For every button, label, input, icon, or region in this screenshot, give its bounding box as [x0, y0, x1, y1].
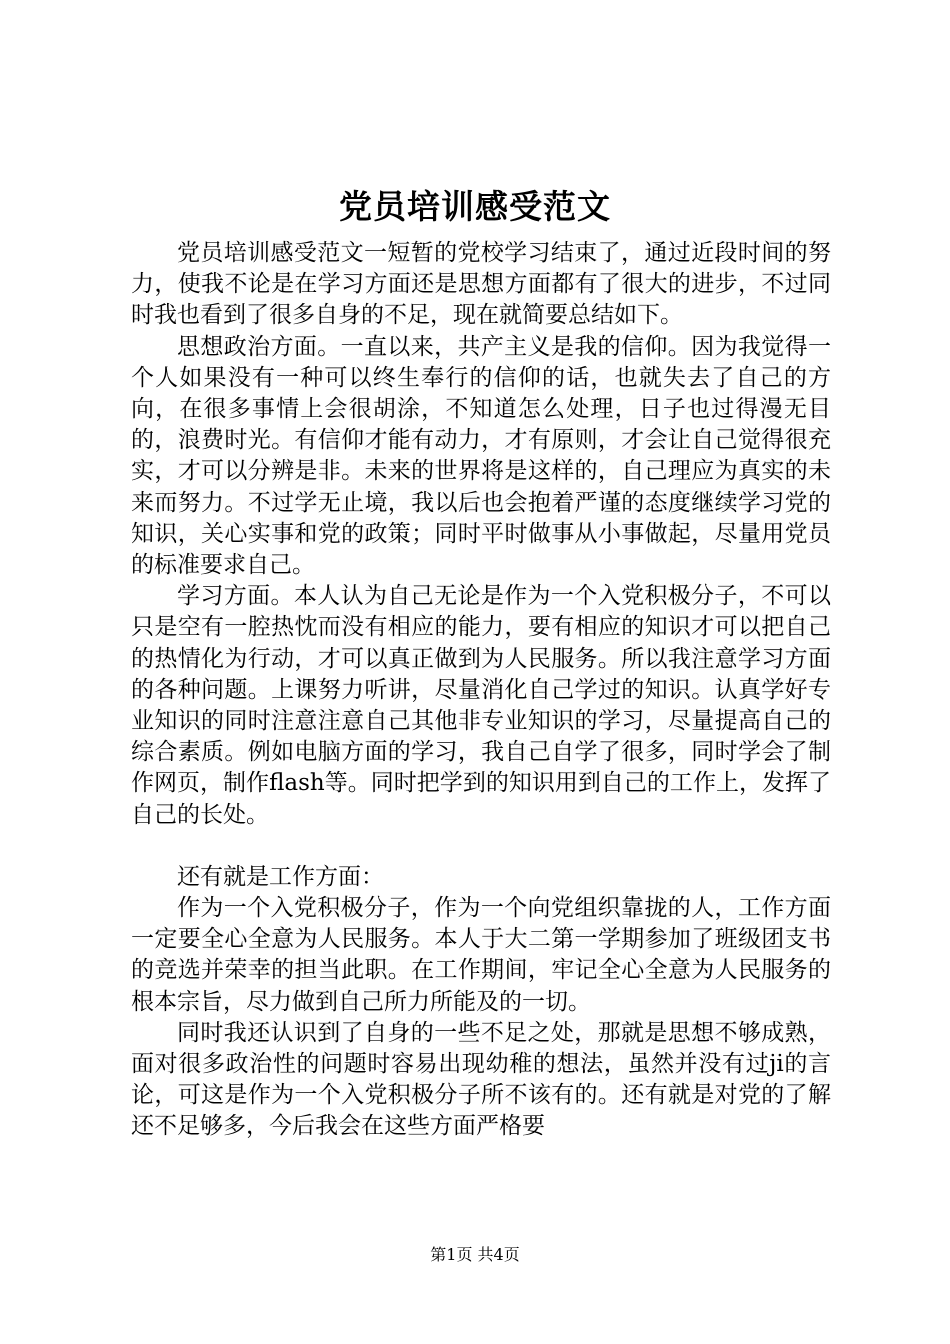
page-title: 党员培训感受范文	[339, 187, 611, 226]
paragraph-work-heading: 还有就是工作方面：	[177, 863, 384, 890]
paragraph-shortcomings: 同时我还认识到了自身的一些不足之处，那就是思想不够成熟，面对很多政治性的问题时容易出现幼稚的想法，虽然并没有过ji的言论，可这是作为一个入党积极分子所不该有的。还有就是对党的了解还不足够多，今后我会在这些方面严格要	[131, 1019, 831, 1140]
paragraph-intro: 党员培训感受范文一短暂的党校学习结束了，通过近段时间的努力，使我不论是在学习方面还是思想方面都有了很大的进步，不过同时我也看到了很多自身的不足，现在就简要总结如下。	[131, 240, 831, 329]
paragraph-study: 学习方面。本人认为自己无论是作为一个入党积极分子，不可以只是空有一腔热忱而没有相应的能力，要有相应的知识才可以把自己的热情化为行动，才可以真正做到为人民服务。所以我注意学习方面的各种问题。上课努力听讲，尽量消化自己学过的知识。认真学好专业知识的同时注意注意自己其他非专业知识的学习，尽量提高自己的综合素质。例如电脑方面的学习，我自己自学了很多，同时学会了制作网页，制作flash等。同时把学到的知识用到自己的工作上，发挥了自己的长处。	[131, 583, 831, 828]
page-number: 第1页 共4页	[430, 1245, 520, 1264]
document-body	[131, 238, 831, 1143]
paragraph-ideology: 思想政治方面。一直以来，共产主义是我的信仰。因为我觉得一个人如果没有一种可以终生奉行的信仰的话，也就失去了自己的方向，在很多事情上会很胡涂，不知道怎么处理，日子也过得漫无目的，浪费时光。有信仰才能有动力，才有原则，才会让自己觉得很充实，才可以分辨是非。未来的世界将是这样的，自己理应为真实的未来而努力。不过学无止境，我以后也会抱着严谨的态度继续学习党的知识，关心实事和党的政策；同时平时做事从小事做起，尽量用党员的标准要求自己。	[131, 333, 831, 579]
paragraph-work: 作为一个入党积极分子，作为一个向党组织靠拢的人，工作方面一定要全心全意为人民服务。本人于大二第一学期参加了班级团支书的竞选并荣幸的担当此职。在工作期间，牢记全心全意为人民服务的根本宗旨，尽力做到自己所力所能及的一切。	[131, 895, 831, 1015]
